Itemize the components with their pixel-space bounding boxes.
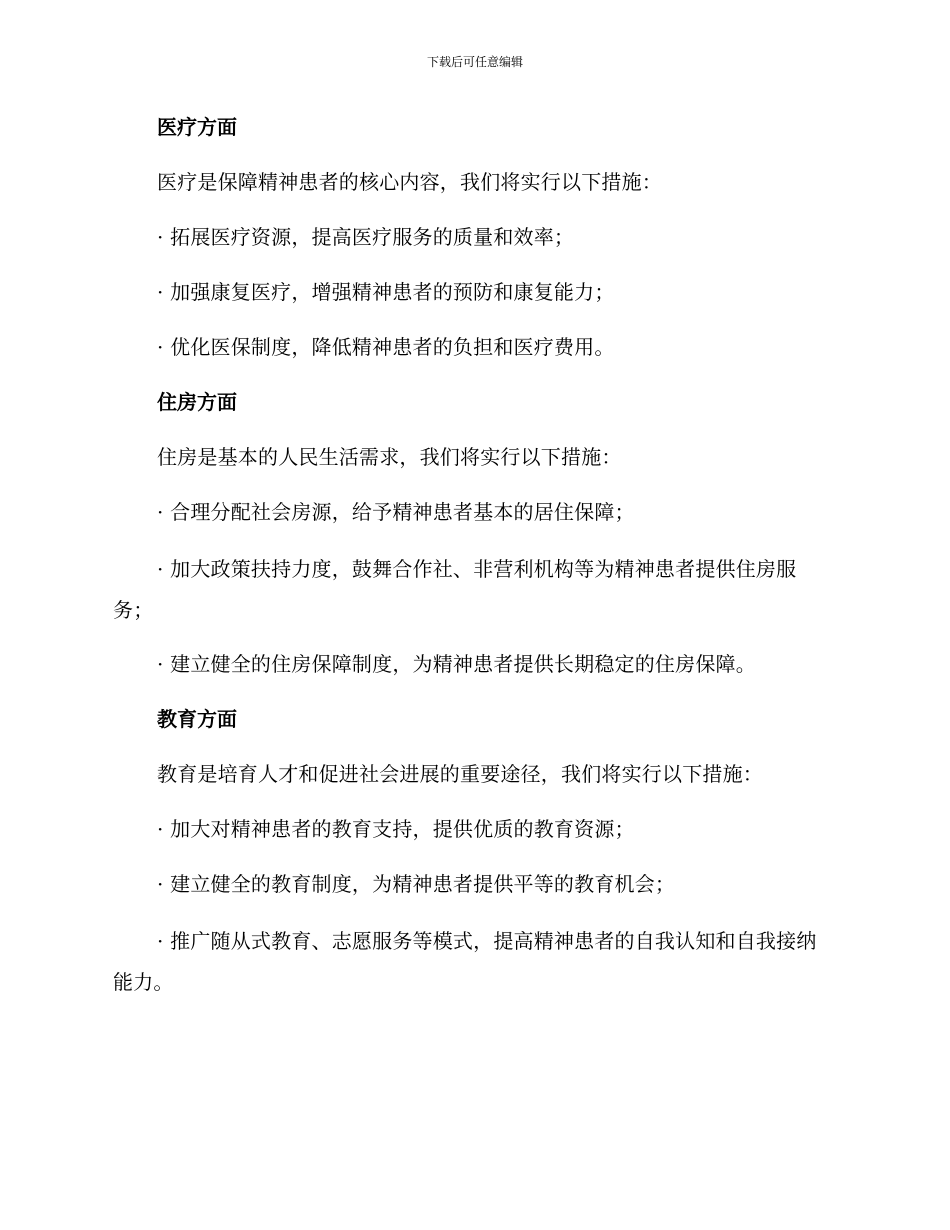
section-heading-housing: 住房方面 [157,390,237,414]
bullet-item: · 建立健全的教育制度，为精神患者提供平等的教育机会； [157,872,676,896]
bullet-item: · 建立健全的住房保障制度，为精神患者提供长期稳定的住房保障。 [157,652,756,676]
bullet-item: · 加大政策扶持力度，鼓舞合作社、非营利机构等为精神患者提供住房服务； [113,557,797,622]
bullet-item: · 优化医保制度，降低精神患者的负担和医疗费用。 [157,335,615,359]
bullet-item: · 加强康复医疗，增强精神患者的预防和康复能力； [157,280,615,304]
section-heading-education: 教育方面 [157,707,237,731]
section-heading-medical: 医疗方面 [157,115,237,139]
paragraph: 教育是培育人才和促进社会进展的重要途径，我们将实行以下措施： [157,762,763,786]
paragraph: 医疗是保障精神患者的核心内容，我们将实行以下措施： [157,170,662,194]
document-body [113,109,825,1018]
paragraph: 住房是基本的人民生活需求，我们将实行以下措施： [157,445,622,469]
bullet-item: · 加大对精神患者的教育支持，提供优质的教育资源； [157,817,635,841]
page-header: 下载后可任意编辑 [426,55,523,69]
bullet-item: · 合理分配社会房源，给予精神患者基本的居住保障； [157,500,635,524]
bullet-item: · 拓展医疗资源，提高医疗服务的质量和效率； [157,225,575,249]
bullet-item: · 推广随从式教育、志愿服务等模式，提高精神患者的自我认知和自我接纳能力。 [113,929,817,994]
